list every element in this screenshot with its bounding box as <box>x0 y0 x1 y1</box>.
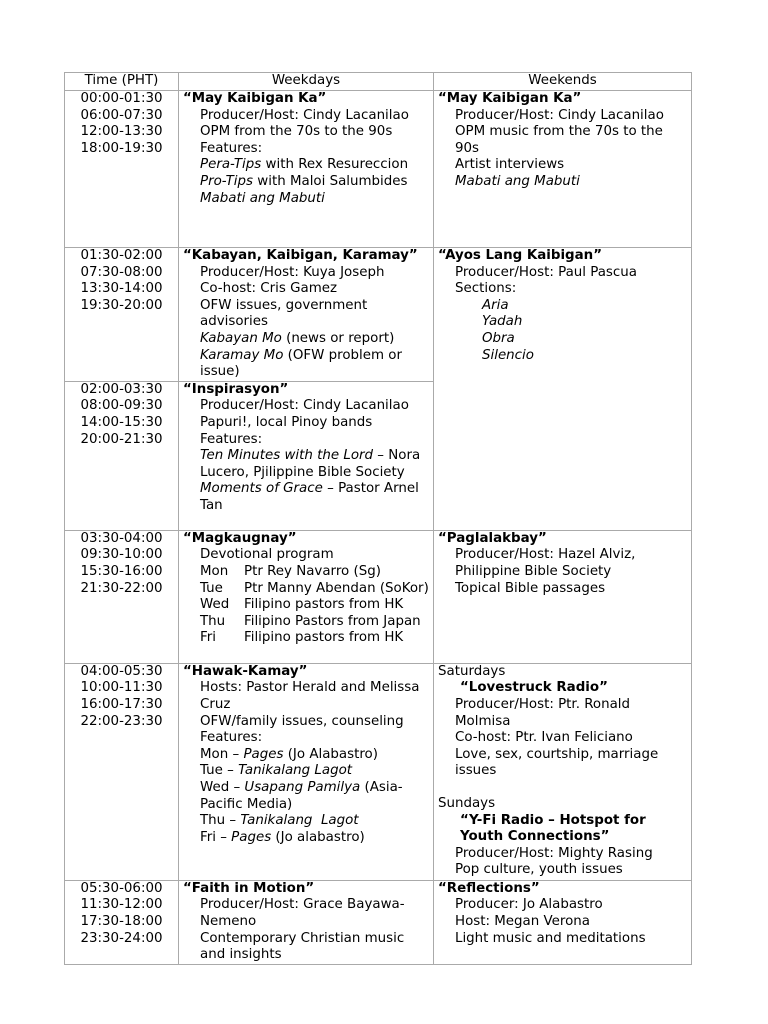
table-row <box>65 91 692 248</box>
time-slot: 01:30-02:00 <box>80 248 163 263</box>
section-name: Obra <box>482 330 515 346</box>
program-line: Co-host: Cris Gamez <box>200 281 337 297</box>
time-slots <box>65 530 179 663</box>
time-slot: 23:30-24:00 <box>80 930 163 946</box>
day-label: Fri <box>200 630 216 646</box>
program-line: Producer/Host: Ptr. Ronald Molmisa <box>455 696 631 729</box>
program-line: Devotional program <box>200 547 334 563</box>
day-speaker: Filipino pastors from HK <box>244 630 404 646</box>
header-weekdays: Weekdays <box>179 73 434 91</box>
program-title: “Paglalakbay” <box>438 530 547 546</box>
program-title: “May Kaibigan Ka” <box>183 91 327 106</box>
program-line: Producer/Host: Cindy Lacanilao <box>200 107 409 123</box>
weekday-program <box>179 91 434 248</box>
time-slots <box>65 381 179 530</box>
program-line: Topical Bible passages <box>455 580 606 596</box>
program-line: Features: <box>200 431 263 447</box>
time-slots <box>65 91 179 248</box>
program-line <box>183 191 431 208</box>
day-label: Wed <box>200 597 230 613</box>
program-line: Sections: <box>455 281 517 297</box>
program-line: OFW/family issues, counseling <box>200 713 404 729</box>
weekday-program <box>179 248 434 382</box>
day-label: Tue <box>200 580 223 596</box>
program-line: Pop culture, youth issues <box>455 862 623 878</box>
feature-name: Pera-Tips <box>200 157 262 173</box>
feature-line <box>183 780 431 813</box>
time-slot: 00:00-01:30 <box>80 91 163 106</box>
program-line: Host: Megan Verona <box>455 913 590 929</box>
header-time: Time (PHT) <box>65 73 179 91</box>
time-slot: 15:30-16:00 <box>80 563 163 579</box>
program-line <box>183 331 431 348</box>
time-slot: 14:00-15:30 <box>80 414 163 430</box>
time-slot: 03:30-04:00 <box>80 530 163 546</box>
program-line: Producer/Host: Cindy Lacanilao <box>200 398 409 414</box>
feature-line <box>183 747 431 764</box>
feature-line <box>183 813 431 830</box>
feature-source: (Jo Alabastro) <box>283 746 378 762</box>
feature-day: Mon – <box>200 746 244 762</box>
program-line: OPM music from the 70s to the 90s <box>455 124 663 156</box>
program-line: Artist interviews <box>455 157 565 173</box>
program-line: Producer/Host: Grace Bayawa-Nemeno <box>200 897 405 929</box>
day-speaker: Ptr Manny Abendan (SoKor) <box>244 580 429 596</box>
weekday-program <box>179 381 434 530</box>
feature-name: Karamay Mo <box>200 347 284 363</box>
spacer <box>438 780 689 796</box>
feature-name: Pages <box>231 829 272 845</box>
day-label: Thu <box>200 613 226 629</box>
program-line: Co-host: Ptr. Ivan Feliciano <box>455 730 633 746</box>
table-row <box>65 880 692 964</box>
feature-name: Tanikalang Lagot <box>238 763 353 779</box>
feature-host: with Rex Resureccion <box>261 157 409 173</box>
time-slot: 21:30-22:00 <box>80 580 163 596</box>
time-slot: 06:00-07:30 <box>80 107 163 123</box>
feature-desc: (OFW problem or issue) <box>200 347 402 380</box>
feature-day: Fri – <box>200 829 232 845</box>
day-speaker: Filipino Pastors from Japan <box>244 613 421 629</box>
section-name: Silencio <box>482 347 534 363</box>
program-line: Light music and meditations <box>455 930 646 946</box>
feature-name: Pages <box>243 746 284 762</box>
feature-name: Usapang Pamilya <box>244 779 361 795</box>
program-line: Producer/Host: Hazel Alviz, Philippine Bible Society <box>455 547 636 579</box>
day-line <box>183 564 431 581</box>
program-line <box>183 174 431 191</box>
program-title: “Faith in Motion” <box>183 880 315 896</box>
feature-line <box>183 763 431 780</box>
weekend-program <box>434 530 692 663</box>
time-slots <box>65 248 179 382</box>
feature-desc: (news or report) <box>281 330 395 346</box>
program-title: “Lovestruck Radio” <box>460 680 608 696</box>
program-line: Producer/Host: Mighty Rasing <box>455 845 653 861</box>
feature-name: Tanikalang Lagot <box>240 813 359 829</box>
header-weekends: Weekends <box>434 73 692 91</box>
day-line <box>183 614 431 631</box>
program-title: “Y-Fi Radio – Hotspot for Youth Connections” <box>460 812 646 845</box>
time-slot: 22:00-23:30 <box>80 713 163 729</box>
time-slot: 12:00-13:30 <box>80 124 163 140</box>
feature-name: Ten Minutes with the Lord <box>200 448 374 464</box>
section-name: Aria <box>482 297 509 313</box>
program-line: Contemporary Christian music and insights <box>200 930 405 963</box>
program-line <box>183 348 431 381</box>
program-title: “Ayos Lang Kaibigan” <box>438 248 603 263</box>
feature-host: with Maloi Salumbides <box>253 173 408 189</box>
time-slot: 08:00-09:30 <box>80 398 163 414</box>
program-line <box>438 174 689 191</box>
program-title: “May Kaibigan Ka” <box>438 91 582 106</box>
day-line <box>183 597 431 614</box>
time-slot: 02:00-03:30 <box>80 381 163 397</box>
section-name: Yadah <box>482 314 523 330</box>
header-row <box>65 73 692 91</box>
day-group-label: Sundays <box>438 795 496 811</box>
feature-host: – Pastor Arnel Tan <box>200 481 419 513</box>
day-label: Mon <box>200 563 229 579</box>
weekend-program <box>434 663 692 880</box>
program-line: Features: <box>200 730 263 746</box>
program-title: “Kabayan, Kaibigan, Karamay” <box>183 248 418 263</box>
feature-name: Mabati ang Mabuti <box>455 173 580 189</box>
table-row <box>65 530 692 663</box>
time-slot: 19:30-20:00 <box>80 297 163 313</box>
time-slot: 04:00-05:30 <box>80 663 163 679</box>
time-slot: 20:00-21:30 <box>80 431 163 447</box>
time-slot: 16:00-17:30 <box>80 696 163 712</box>
feature-day: Wed – <box>200 779 245 795</box>
day-speaker: Filipino pastors from HK <box>244 597 404 613</box>
day-group-label: Saturdays <box>438 663 506 679</box>
program-line: Producer/Host: Cindy Lacanilao <box>455 107 664 123</box>
time-slot: 11:30-12:00 <box>80 897 163 913</box>
weekday-program <box>179 530 434 663</box>
program-line: Producer: Jo Alabastro <box>455 897 603 913</box>
time-slot: 09:30-10:00 <box>80 547 163 563</box>
table-row <box>65 663 692 880</box>
program-title: “Reflections” <box>438 880 540 896</box>
time-slots <box>65 880 179 964</box>
time-slot: 05:30-06:00 <box>80 880 163 896</box>
weekday-program <box>179 663 434 880</box>
weekend-program <box>434 91 692 248</box>
program-title: “Inspirasyon” <box>183 381 289 397</box>
weekend-program <box>434 248 692 531</box>
schedule-table <box>64 72 692 965</box>
feature-line <box>183 830 431 847</box>
program-line: OFW issues, government advisories <box>200 297 368 330</box>
time-slot: 07:30-08:00 <box>80 264 163 280</box>
program-line: Papuri!, local Pinoy bands <box>200 414 373 430</box>
program-line <box>183 157 431 174</box>
feature-source: (Asia-Pacific Media) <box>200 779 403 812</box>
day-line <box>183 581 431 598</box>
program-line: Love, sex, courtship, marriage issues <box>455 746 659 779</box>
feature-name: Pro-Tips <box>200 173 254 189</box>
time-slot: 13:30-14:00 <box>80 281 163 297</box>
weekend-program <box>434 880 692 964</box>
program-line <box>183 481 431 514</box>
program-line: OPM from the 70s to the 90s <box>200 124 393 140</box>
feature-name: Mabati ang Mabuti <box>200 190 325 206</box>
program-line: Producer/Host: Kuya Joseph <box>200 264 385 280</box>
feature-host: – Nora Lucero, Pjilippine Bible Society <box>200 448 421 480</box>
feature-name: Moments of Grace <box>200 481 323 497</box>
time-slot: 10:00-11:30 <box>80 680 163 696</box>
day-line <box>183 630 431 647</box>
feature-day: Tue – <box>200 763 239 779</box>
time-slot: 17:30-18:00 <box>80 913 163 929</box>
program-title: “Hawak-Kamay” <box>183 663 308 679</box>
program-line: Producer/Host: Paul Pascua <box>455 264 637 280</box>
feature-source: (Jo alabastro) <box>271 829 365 845</box>
program-line <box>183 448 431 481</box>
feature-name: Kabayan Mo <box>200 330 282 346</box>
time-slot: 18:00-19:30 <box>80 140 163 156</box>
day-speaker: Ptr Rey Navarro (Sg) <box>244 563 381 579</box>
table-row <box>65 248 692 382</box>
program-line: Features: <box>200 140 263 156</box>
time-slots <box>65 663 179 880</box>
program-line: Hosts: Pastor Herald and Melissa Cruz <box>200 680 420 712</box>
program-title: “Magkaugnay” <box>183 530 297 546</box>
feature-day: Thu – <box>200 813 241 829</box>
weekday-program <box>179 880 434 964</box>
